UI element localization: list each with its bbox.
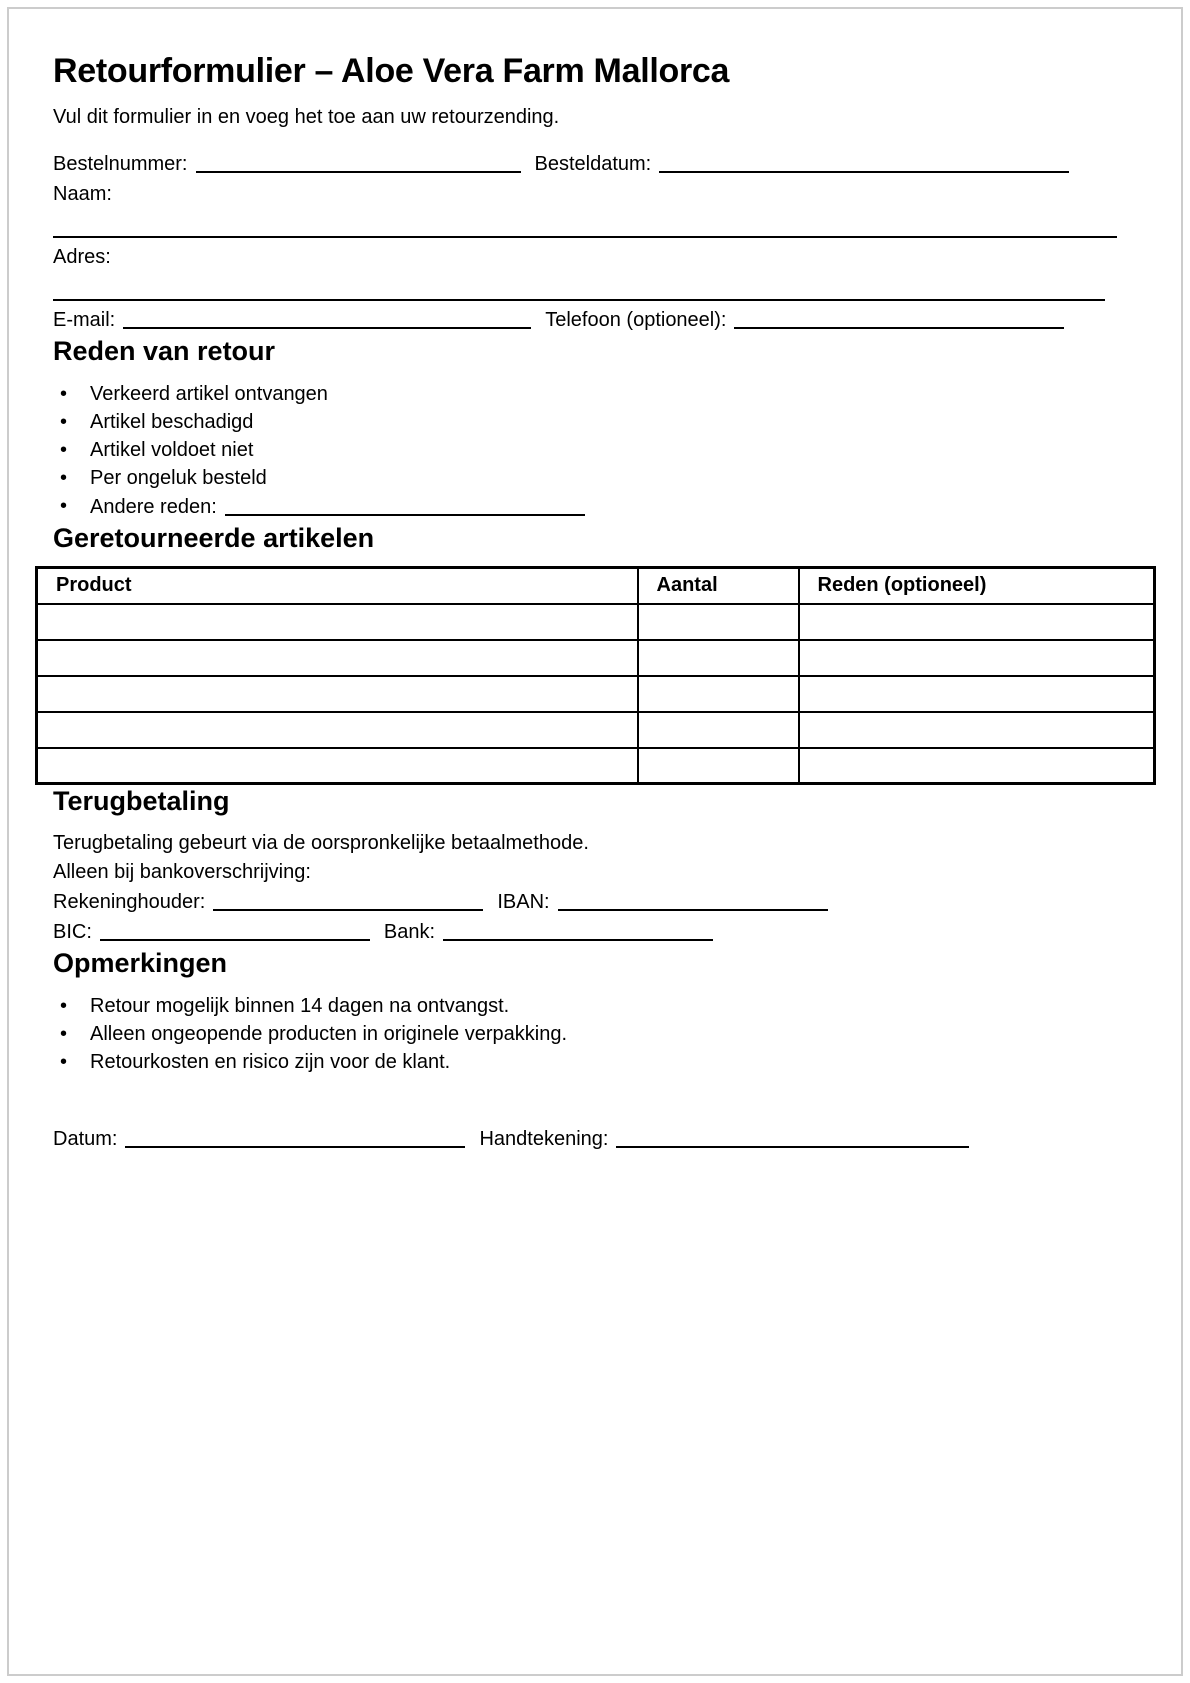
refund-bank-fields [53, 887, 1117, 947]
returned-items-table [35, 566, 1156, 785]
table-cell [799, 748, 1155, 784]
contact-fields [53, 149, 1117, 335]
table-cell [37, 640, 638, 676]
table-cell [799, 640, 1155, 676]
table-cell [37, 676, 638, 712]
intro-text: Vul dit formulier in en voeg het toe aan uw retourzending. [53, 106, 560, 128]
other-reason-row [90, 492, 585, 522]
signature-label: Handtekening: [479, 1128, 609, 1150]
table-row [37, 676, 1155, 712]
table-cell [799, 604, 1155, 640]
order-date-label: Besteldatum: [534, 153, 652, 175]
signature-blank [616, 1129, 969, 1148]
other-reason-label: • Andere reden: [90, 496, 217, 518]
remark-item: • Alleen ongeopende producten in originele verpakking. [53, 1020, 1117, 1048]
return-reason-heading: Reden van retour [53, 336, 276, 366]
page-title: Retourformulier – Aloe Vera Farm Mallorca [53, 52, 730, 90]
email-row [53, 305, 1117, 335]
refund-method-text: Terugbetaling gebeurt via de oorspronkelijke betaalmethode. [53, 832, 589, 854]
date-label: Datum: [53, 1128, 118, 1150]
address-blank-line [53, 272, 1105, 301]
name-blank-line [53, 209, 1117, 238]
email-blank [123, 310, 531, 329]
bank-blank [443, 922, 713, 941]
bic-blank [100, 922, 370, 941]
other-reason-blank [225, 497, 585, 516]
reason-item-other [53, 492, 1117, 522]
account-holder-blank [213, 892, 483, 911]
order-date-blank [659, 154, 1069, 173]
phone-blank [734, 310, 1064, 329]
table-cell [638, 676, 799, 712]
table-row [37, 640, 1155, 676]
reason-item: • Artikel beschadigd [53, 408, 1117, 436]
return-reason-list [53, 380, 1117, 522]
reason-item: • Artikel voldoet niet [53, 436, 1117, 464]
address-label: Adres: [53, 246, 111, 268]
table-cell [638, 712, 799, 748]
remarks-list [53, 992, 1117, 1076]
col-reden-header: Reden (optioneel) [799, 568, 1155, 604]
iban-label: IBAN: [497, 891, 550, 913]
table-cell [799, 712, 1155, 748]
date-signature-row [53, 1124, 1117, 1154]
table-cell [638, 748, 799, 784]
refund-bank-note: Alleen bij bankoverschrijving: [53, 861, 311, 883]
remark-item: • Retour mogelijk binnen 14 dagen na ontvangst. [53, 992, 1117, 1020]
table-row [37, 712, 1155, 748]
table-cell [799, 676, 1155, 712]
order-number-label: Bestelnummer: [53, 153, 188, 175]
phone-label: Telefoon (optioneel): [545, 309, 727, 331]
col-aantal-header: Aantal [638, 568, 799, 604]
order-number-blank [196, 154, 521, 173]
iban-blank [558, 892, 828, 911]
account-holder-row [53, 887, 1117, 917]
table-cell [638, 604, 799, 640]
table-cell [638, 640, 799, 676]
name-row [53, 179, 1117, 209]
table-cell [37, 748, 638, 784]
email-label: E-mail: [53, 309, 116, 331]
table-row [37, 604, 1155, 640]
order-row [53, 149, 1117, 179]
bic-label: BIC: [53, 921, 92, 943]
reason-item: • Per ongeluk besteld [53, 464, 1117, 492]
col-product-header: Product [37, 568, 638, 604]
date-blank [125, 1129, 465, 1148]
bic-row [53, 917, 1117, 947]
address-row [53, 242, 1117, 272]
returned-items-heading: Geretourneerde artikelen [53, 523, 375, 553]
table-cell [37, 604, 638, 640]
table-header-row [37, 568, 1155, 604]
reason-item: • Verkeerd artikel ontvangen [53, 380, 1117, 408]
table-cell [37, 712, 638, 748]
bank-label: Bank: [383, 921, 436, 943]
account-holder-label: Rekeninghouder: [53, 891, 206, 913]
table-row [37, 748, 1155, 784]
refund-heading: Terugbetaling [53, 786, 230, 816]
remark-item: • Retourkosten en risico zijn voor de klant. [53, 1048, 1117, 1076]
name-label: Naam: [53, 183, 112, 205]
remarks-heading: Opmerkingen [53, 948, 228, 978]
